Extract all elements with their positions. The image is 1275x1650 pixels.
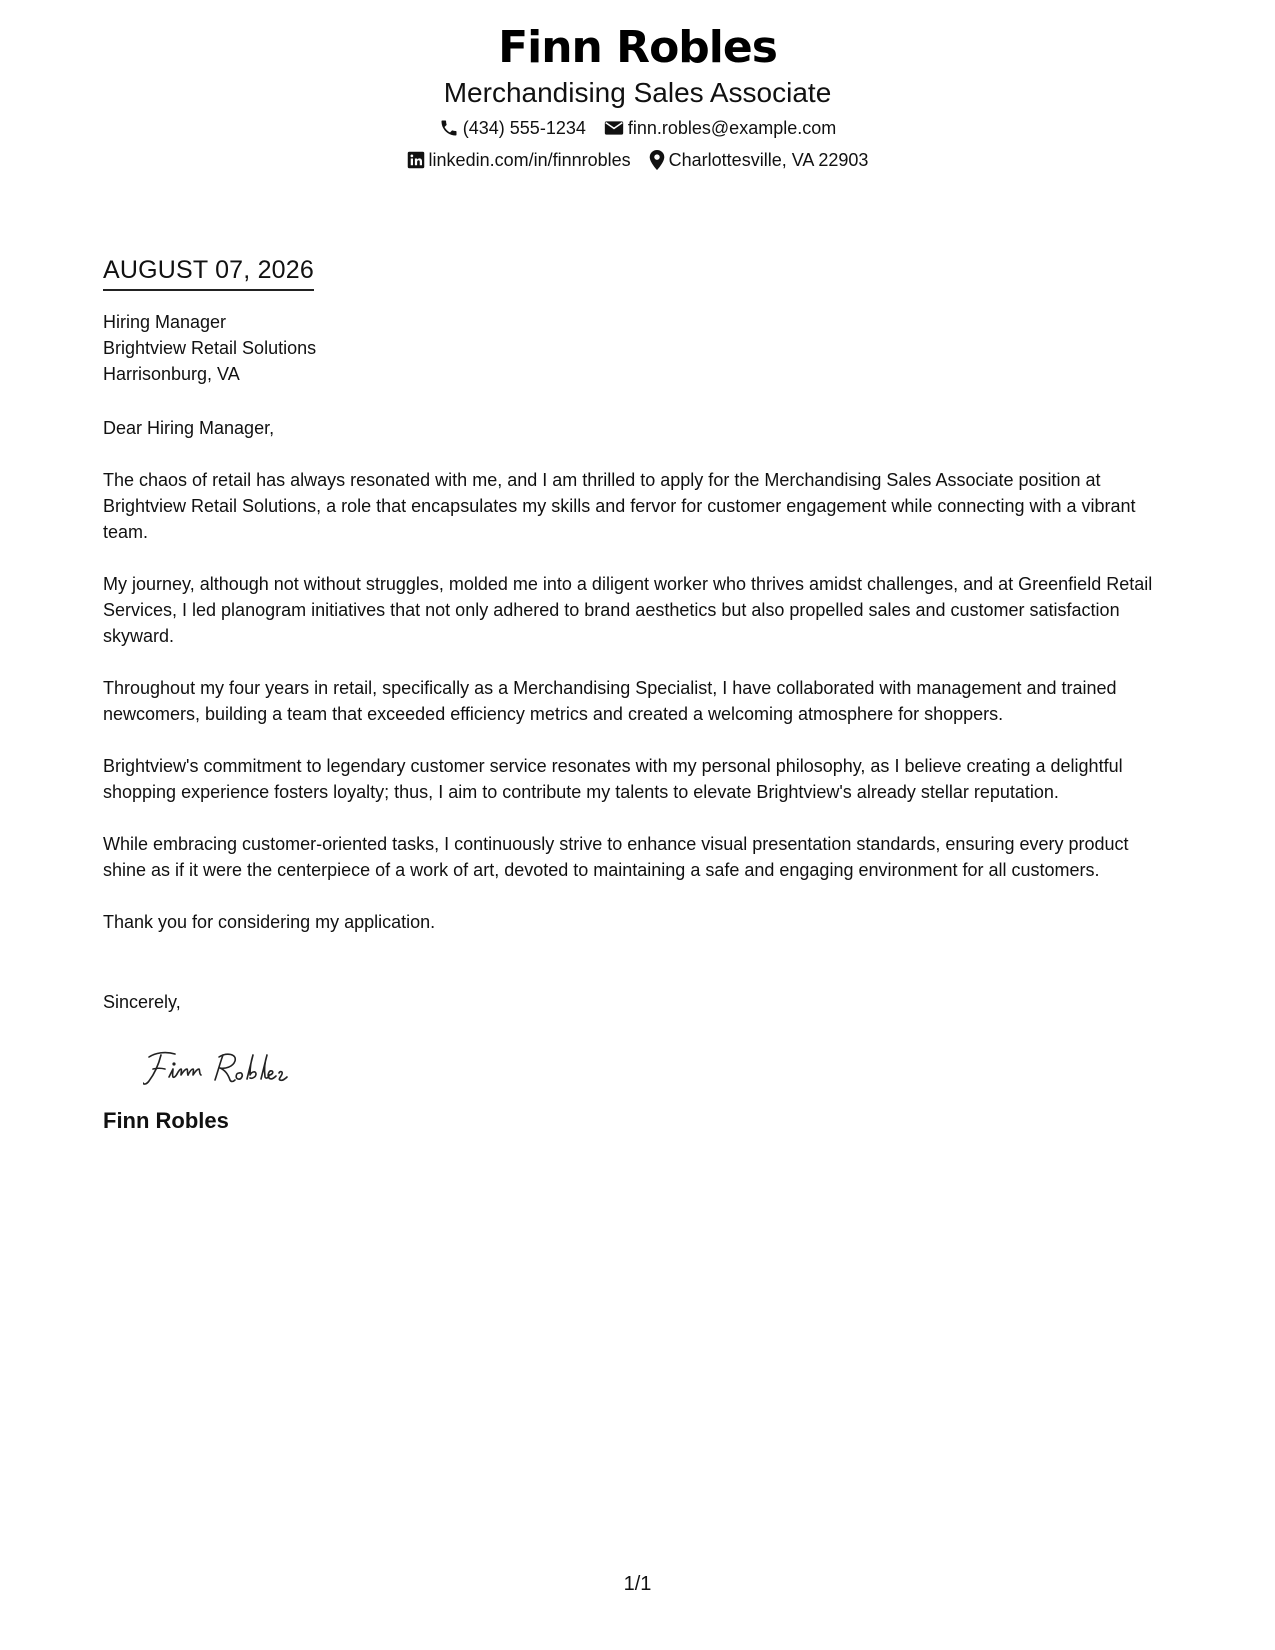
page-number: 1/1 [623, 1573, 652, 1595]
phone-text[interactable]: (434) 555-1234 [462, 118, 586, 138]
map-pin-icon [649, 150, 665, 170]
linkedin-icon [407, 151, 425, 169]
body-paragraph: While embracing customer-oriented tasks, I continuously strive to enhance visual presentation standards, ensuring every product shine as if it were the centerpiece of a work of art, devoted to maintaining a safe and engaging environment for all customers. [103, 834, 1129, 880]
signer-name: Finn Robles [103, 1108, 229, 1133]
envelope-icon [604, 120, 624, 136]
recipient-line: Hiring Manager [103, 312, 227, 332]
location-text: Charlottesville, VA 22903 [668, 150, 869, 170]
contact-location [649, 148, 869, 172]
body-paragraph: Throughout my four years in retail, specifically as a Merchandising Specialist, I have collaborated with management and trained newcomers, building a team that exceeded efficiency metrics and created a welcoming atmosphere for shoppers. [103, 678, 1117, 724]
closing: Sincerely, [103, 992, 181, 1012]
signature-graphic [143, 1043, 343, 1097]
body-paragraph: Brightview's commitment to legendary customer service resonates with my personal philosophy, as I believe creating a delightful shopping experience fosters loyalty; thus, I aim to contribute my talents to elevate Brightview's already stellar reputation. [103, 756, 1123, 802]
letter-date: AUGUST 07, 2026 [103, 254, 314, 291]
letter-body [103, 254, 1173, 1135]
contact-row-2 [0, 148, 1275, 172]
body-paragraph: My journey, although not without struggles, molded me into a diligent worker who thrives amidst challenges, and at Greenfield Retail Services, I led planogram initiatives that not only adhered to brand aesthetics but also propelled sales and customer satisfaction skyward. [103, 574, 1153, 646]
body-paragraph: The chaos of retail has always resonated with me, and I am thrilled to apply for the Merchandising Sales Associate position at Brightview Retail Solutions, a role that encapsulates my skills and fervor for customer engagement while connecting with a vibrant team. [103, 470, 1136, 542]
email-text[interactable]: finn.robles@example.com [627, 118, 837, 138]
applicant-name: Finn Robles [498, 22, 777, 73]
salutation: Dear Hiring Manager, [103, 418, 275, 438]
handwritten-signature [143, 1043, 1173, 1097]
applicant-title: Merchandising Sales Associate [443, 77, 832, 108]
contact-phone [439, 116, 586, 140]
contact-row-1 [0, 116, 1275, 140]
recipient-line: Brightview Retail Solutions [103, 338, 317, 358]
letter-header [0, 18, 1275, 172]
recipient-block [103, 309, 1173, 387]
recipient-line: Harrisonburg, VA [103, 364, 240, 384]
contact-linkedin [407, 148, 631, 172]
contact-email [604, 116, 836, 140]
thank-you-line: Thank you for considering my application. [103, 912, 436, 932]
linkedin-text[interactable]: linkedin.com/in/finnrobles [428, 150, 631, 170]
phone-icon [439, 118, 459, 138]
